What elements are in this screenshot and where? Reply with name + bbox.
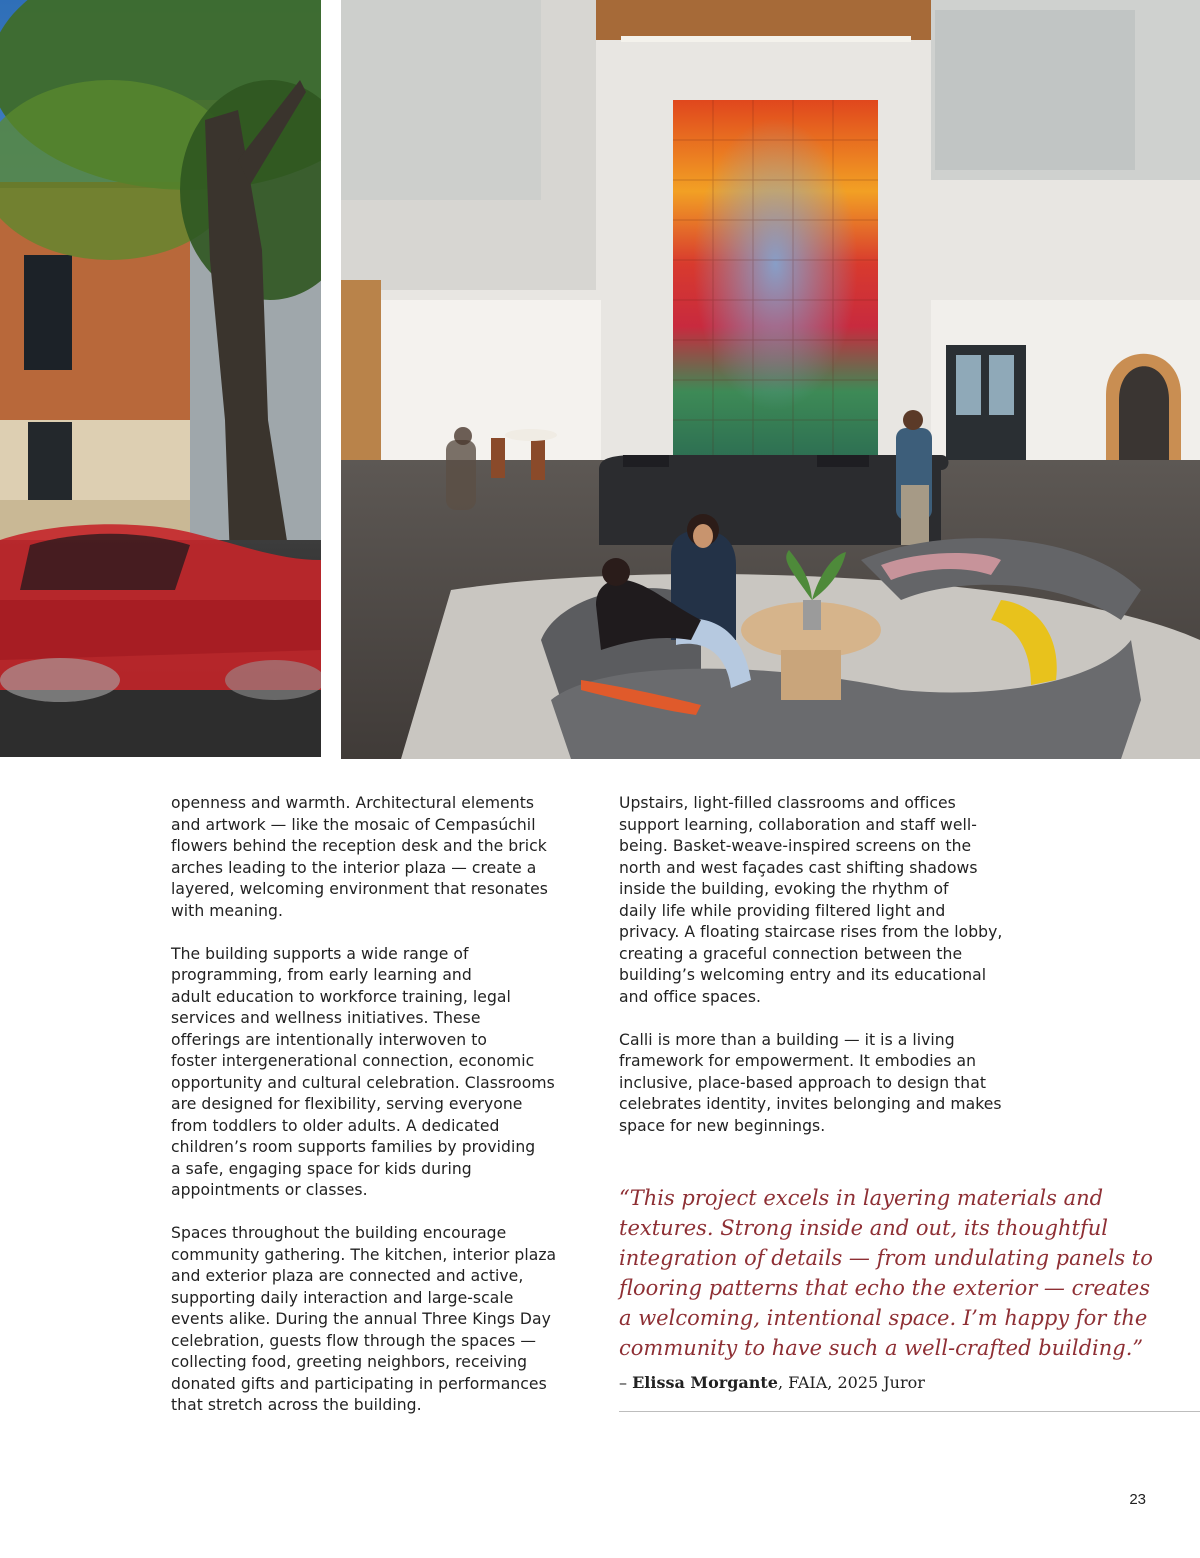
quote-attribution xyxy=(619,1373,1179,1392)
lobby-photo xyxy=(341,0,1200,759)
body-paragraph: Spaces throughout the building encourage community gathering. The kitchen, interior plaza and exterior plaza are connected and active, supporting daily interaction and large-scale events alike. During the annual Three Kings Day celebration, guests flow through the spaces — collecting food, greeting neighbors, receiving donated gifts and participating in performances that stretch across the building. xyxy=(171,1224,557,1414)
quote-divider xyxy=(619,1411,1200,1412)
pull-quote xyxy=(619,1183,1179,1392)
attribution-dash: – xyxy=(619,1373,633,1392)
juror-credentials: , FAIA, 2025 Juror xyxy=(777,1373,925,1392)
lobby-photo-illustration xyxy=(341,0,1200,759)
page-number: 23 xyxy=(1129,1491,1146,1508)
juror-name: Elissa Morgante xyxy=(632,1373,778,1392)
article-column-left xyxy=(171,793,595,1438)
exterior-photo xyxy=(0,0,321,757)
article-column-right xyxy=(619,793,1039,1159)
body-paragraph: Calli is more than a building — it is a living framework for empowerment. It embodies an inclusive, place-based approach to design that celebrates identity, invites belonging and makes space for new beginnings. xyxy=(619,1030,1002,1135)
quote-text: “This project excels in layering materials and textures. Strong inside and out, its thoughtful integration of details — from undulating panels to flooring patterns that echo the exterior — creates a welcoming, intentional space. I’m happy for the community to have such a well-crafted building.” xyxy=(619,1186,1153,1360)
body-paragraph: openness and warmth. Architectural elements and artwork — like the mosaic of Cempasúchil flowers behind the reception desk and the brick arches leading to the interior plaza — create a layered, welcoming environment that resonates with meaning. xyxy=(171,794,548,920)
body-paragraph: The building supports a wide range of programming, from early learning and adult education to workforce training, legal services and wellness initiatives. These offerings are intentionally interwoven to foster intergenerational connection, economic opportunity and cultural celebration. Classrooms are designed for flexibility, serving everyone from toddlers to older adults. A dedicated children’s room supports families by providing a safe, engaging space for kids during appointments or classes. xyxy=(171,944,555,1199)
body-paragraph: Upstairs, light-filled classrooms and offices support learning, collaboration and staff well- being. Basket-weave-inspired screens on the north and west façades cast shifting shadows inside the building, evoking the rhythm of daily life while providing filtered light and privacy. A floating staircase rises from the lobby, creating a graceful connection between the building’s welcoming entry and its educational and office spaces. xyxy=(619,794,1003,1006)
exterior-photo-illustration xyxy=(0,0,321,757)
